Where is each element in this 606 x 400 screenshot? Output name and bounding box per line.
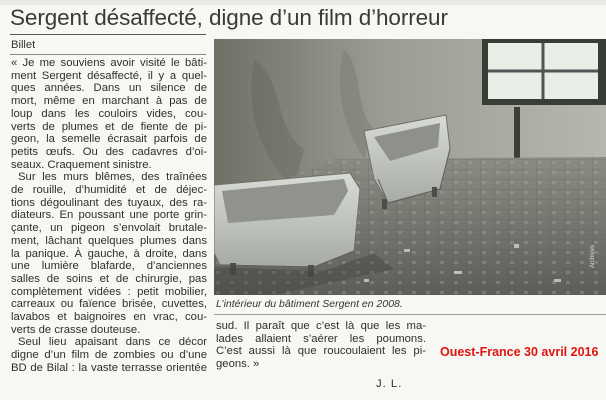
article-line: verts de plumes et de fiente de pi- xyxy=(11,120,207,133)
article-line: ment, lâchant quelques plumes dans xyxy=(11,234,207,247)
article-photo xyxy=(214,39,606,295)
article-line: BD de Bilal : la vaste terrasse orientée xyxy=(11,361,207,374)
article-line: sud. Il paraît que c’est là que les ma- xyxy=(216,320,426,332)
section-rule xyxy=(10,34,206,35)
article-line: seaux. Craquement sinistre. xyxy=(11,158,152,171)
article-line: lades allaient s’aérer les poumons. xyxy=(216,332,426,345)
article-line: C’est aussi là que roucoulaient les pi- xyxy=(216,345,426,358)
article-body xyxy=(11,57,207,375)
article-line: çante, un pigeon s’envolait brutale- xyxy=(11,222,207,235)
article-line: de rouille, d’humidité et de déjec- xyxy=(11,184,207,197)
article-line: ment Sergent désaffecté, il y a quel- xyxy=(11,69,207,82)
article-line: lavabos et baignoires en vrac, cou- xyxy=(11,311,207,324)
article-line: Seul lieu apaisant dans ce décor xyxy=(18,336,207,349)
article-line: petits œufs. Ou des cadavres d’oi- xyxy=(11,145,207,158)
photo-credit: Archives xyxy=(590,244,596,268)
photo-caption: L’intérieur du bâtiment Sergent en 2008. xyxy=(216,298,403,310)
article-line: la panique. À gauche, à droite, dans xyxy=(11,247,207,260)
article-line: verts de crasse douteuse. xyxy=(11,323,141,336)
section-label: Billet xyxy=(11,39,36,51)
caption-rule xyxy=(214,314,606,315)
article-line: complètement vidées : petit mobilier, xyxy=(11,285,207,298)
section-rule-bottom xyxy=(10,54,206,55)
author-signature: J. L. xyxy=(376,378,403,390)
article-line: loup dans les couloirs vides, cou- xyxy=(11,107,207,120)
article-line: digne d’un film de zombies ou d’une xyxy=(11,349,207,362)
article-line: une lumière blafarde, d’anciennes xyxy=(11,260,207,273)
article-line: geons. » xyxy=(216,358,260,371)
article-continuation xyxy=(216,320,426,371)
article-line: tions dégoulinant des tuyaux, des ra- xyxy=(11,196,207,209)
source-label: Ouest-France 30 avril 2016 xyxy=(440,345,599,359)
article-line: « Je me souviens avoir visité le bâti- xyxy=(11,57,207,69)
article-line: salles de soins et de chirurgie, pas xyxy=(11,272,207,285)
article-line: ques années. Dans un silence de xyxy=(11,82,207,95)
headline: Sergent désaffecté, digne d’un film d’horreur xyxy=(10,5,448,30)
article-line: Sur les murs blêmes, des traînées xyxy=(18,171,207,184)
article-line: geon, la semelle écrasait parfois de xyxy=(11,133,207,146)
article-line: carreaux ou faïence brisée, cuvettes, xyxy=(11,298,207,311)
article-line: mort, même en marchant à pas de xyxy=(11,95,207,108)
article-line: diateurs. En poussant une porte grin- xyxy=(11,209,207,222)
